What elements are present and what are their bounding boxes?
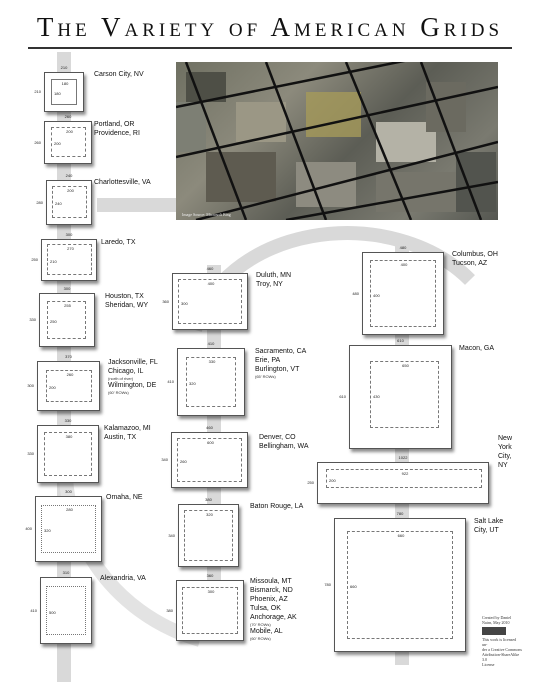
block-side-dimension: 340 [168,532,175,538]
city-block-carson-city [44,72,84,112]
block-interior-outline [178,279,242,324]
cc-license-badge [482,627,506,635]
block-side-dimension: 260 [34,139,41,145]
interior-side-dimension: 200 [49,385,56,390]
city-label-macon [459,344,494,353]
aerial-photo [176,62,498,220]
block-top-dimension: 310 [62,570,70,575]
block-top-dimension: 300 [65,489,72,494]
city-name: Charlottesville, VA [94,179,151,186]
city-block-kalamazoo [37,425,99,483]
block-top-dimension: 300 [63,286,71,291]
block-interior-outline [326,469,482,488]
interior-top-dimension: 400 [207,281,215,286]
city-block-denver [171,432,248,488]
interior-top-dimension: 660 [397,533,405,538]
city-name: Jacksonville, FL [108,359,158,366]
city-label-missoula [250,577,297,641]
city-label-columbus [452,250,498,268]
block-side-dimension: 400 [25,526,32,531]
block-interior-outline [52,186,87,218]
block-side-dimension: 780 [324,582,331,587]
interior-top-dimension: 270 [67,246,74,251]
block-interior-outline [44,432,92,476]
block-top-dimension: 260 [64,114,72,119]
block-top-dimension: 410 [207,341,215,346]
city-name: Macon, GA [459,345,495,352]
city-label-jacksonville [108,358,158,395]
block-top-dimension: 330 [64,418,72,423]
block-top-dimension: 380 [205,497,212,502]
block-top-dimension: 610 [397,338,404,343]
city-block-alexandria [40,577,92,644]
interior-side-dimension: 320 [189,381,196,386]
block-side-dimension: 610 [339,394,346,399]
city-name: Tulsa, OK [250,605,281,612]
interior-top-dimension: 300 [207,589,215,594]
interior-top-dimension: 330 [208,359,216,364]
block-top-dimension: 240 [65,173,73,178]
block-side-dimension: 330 [27,451,34,456]
city-name: Bismarck, ND [250,587,293,594]
credit-line: Attribution-ShareAlike 3.0 [482,652,520,662]
city-name: Chicago, IL [108,368,144,375]
interior-top-dimension: 255 [64,303,71,308]
city-block-charlottesville [46,180,92,225]
interior-side-dimension: 240 [55,201,62,206]
interior-top-dimension: 200 [66,129,73,134]
block-interior-outline [347,531,453,639]
interior-side-dimension: 210 [50,258,57,264]
interior-top-dimension: 922 [401,471,409,476]
block-interior-outline [51,127,86,157]
city-name: Omaha, NE [106,494,143,501]
city-note: (65' ROWs) [255,374,276,379]
interior-side-dimension: 320 [44,528,51,533]
city-label-carson-city [94,70,144,79]
city-block-omaha [35,496,102,562]
block-interior-outline [46,370,92,402]
block-top-dimension: 780 [396,511,404,516]
city-block-duluth [172,273,248,330]
interior-side-dimension: 430 [373,393,380,399]
block-side-dimension: 360 [162,298,169,304]
block-side-dimension: 380 [166,607,173,613]
block-top-dimension: 360 [206,573,214,578]
credit-line: der a Creative Commons [482,647,522,652]
block-top-dimension: 460 [206,266,214,271]
city-name: Bellingham, WA [259,443,309,450]
city-name: City, UT [474,527,499,534]
city-name: Carson City, NV [94,71,144,78]
block-interior-outline [46,586,86,635]
interior-side-dimension: 660 [350,584,357,589]
block-side-dimension: 330 [29,317,36,322]
city-label-houston [105,292,148,310]
interior-top-dimension: 320 [206,512,213,517]
city-note: (70' ROWs) [250,622,271,627]
city-label-denver [259,433,309,451]
city-block-missoula [176,580,244,641]
block-top-dimension: 460 [206,425,213,430]
interior-top-dimension: 650 [402,363,409,368]
city-note: (60' ROWs) [250,636,271,641]
city-label-sacramento [255,347,306,379]
block-side-dimension: 480 [352,290,359,296]
city-label-baton-rouge [250,502,303,511]
author-credit [482,615,522,667]
city-label-duluth [256,271,291,289]
block-interior-outline [47,301,86,339]
interior-top-dimension: 200 [67,188,74,193]
block-side-dimension: 250 [31,257,38,262]
interior-side-dimension: 250 [50,319,57,324]
city-label-new-york [498,434,512,470]
block-side-dimension: 250 [307,480,314,485]
city-name: City, [498,453,512,460]
city-name: Missoula, MT [250,578,292,585]
city-label-portland [94,120,140,138]
city-note: (north of river) [108,376,134,381]
interior-side-dimension: 500 [49,609,56,615]
city-name: Denver, CO [259,434,296,441]
block-top-dimension: 370 [65,354,72,359]
city-name: Duluth, MN [256,272,292,279]
city-name: Portland, OR [94,121,135,128]
city-name: Baton Rouge, LA [250,503,304,510]
city-name: Columbus, OH [452,251,498,258]
block-side-dimension: 410 [30,607,37,613]
interior-top-dimension: 280 [66,507,73,512]
city-name: Mobile, AL [250,628,283,635]
city-name: Houston, TX [105,293,144,300]
credit-line: This work is licensed un- [482,637,517,647]
city-name: Sheridan, WY [105,302,149,309]
block-side-dimension: 280 [36,199,43,205]
interior-side-dimension: 200 [329,477,336,483]
city-name: Providence, RI [94,130,140,137]
interior-top-dimension: 180 [61,81,69,86]
interior-top-dimension: 400 [400,262,408,267]
interior-side-dimension: 200 [54,141,61,146]
city-name: Kalamazoo, MI [104,425,151,432]
city-name: Wilmington, DE [108,382,157,389]
credit-line: Created by Daniel [482,615,512,620]
city-name: York [498,444,512,451]
city-name: Erie, PA [255,357,281,364]
credit-line: Nairn, May 2010 [482,620,510,625]
city-label-laredo [101,238,136,247]
block-interior-outline [177,438,242,482]
city-block-new-york [317,462,489,504]
interior-top-dimension: 380 [65,434,73,439]
block-interior-outline [186,357,236,407]
city-block-baton-rouge [178,504,239,567]
city-name: Troy, NY [256,281,283,288]
city-block-portland [44,121,92,164]
city-label-kalamazoo [104,424,151,442]
block-interior-outline [51,79,77,105]
credit-line: License [482,662,495,667]
block-interior-outline [41,505,96,553]
city-label-alexandria [100,574,146,583]
city-label-omaha [106,493,143,502]
city-label-charlottesville [94,178,151,187]
block-interior-outline [47,244,92,275]
city-block-salt-lake [334,518,466,652]
block-top-dimension: 300 [65,232,73,237]
block-side-dimension: 210 [34,89,41,94]
interior-top-dimension: 260 [66,372,74,377]
city-name: Austin, TX [104,434,137,441]
interior-side-dimension: 400 [373,292,380,298]
block-top-dimension: 1022 [398,455,408,460]
block-side-dimension: 340 [161,457,168,462]
city-block-sacramento [177,348,245,416]
block-side-dimension: 410 [167,379,174,384]
interior-side-dimension: 180 [54,91,61,96]
city-name: Burlington, VT [255,366,300,373]
city-name: Phoenix, AZ [250,596,288,603]
city-label-salt-lake [474,517,503,535]
city-note: (60' ROWs) [108,390,129,395]
block-interior-outline [370,260,436,327]
interior-top-dimension: 600 [207,440,214,445]
block-top-dimension: 210 [60,65,68,70]
city-block-jacksonville [37,361,100,411]
city-name: Tucson, AZ [452,260,488,267]
city-block-laredo [41,239,97,281]
city-name: Anchorage, AK [250,614,297,621]
city-block-columbus [362,252,444,335]
city-name: NY [498,462,508,469]
block-interior-outline [182,587,238,634]
city-name: New [498,435,513,442]
block-interior-outline [370,361,439,428]
city-name: Salt Lake [474,518,504,525]
interior-side-dimension: 260 [180,459,187,464]
block-interior-outline [184,510,233,561]
page-title: The Variety of American Grids [36,12,504,42]
block-side-dimension: 300 [27,383,34,388]
photo-credit: Image Source: Microsoft Bing [182,212,231,217]
city-block-macon [349,345,452,449]
interior-side-dimension: 300 [181,300,188,306]
city-name: Laredo, TX [101,239,136,246]
city-name: Alexandria, VA [100,575,146,582]
city-name: Sacramento, CA [255,348,307,355]
aerial-photo-image [176,62,498,220]
city-block-houston [39,293,95,347]
block-top-dimension: 480 [399,245,407,250]
